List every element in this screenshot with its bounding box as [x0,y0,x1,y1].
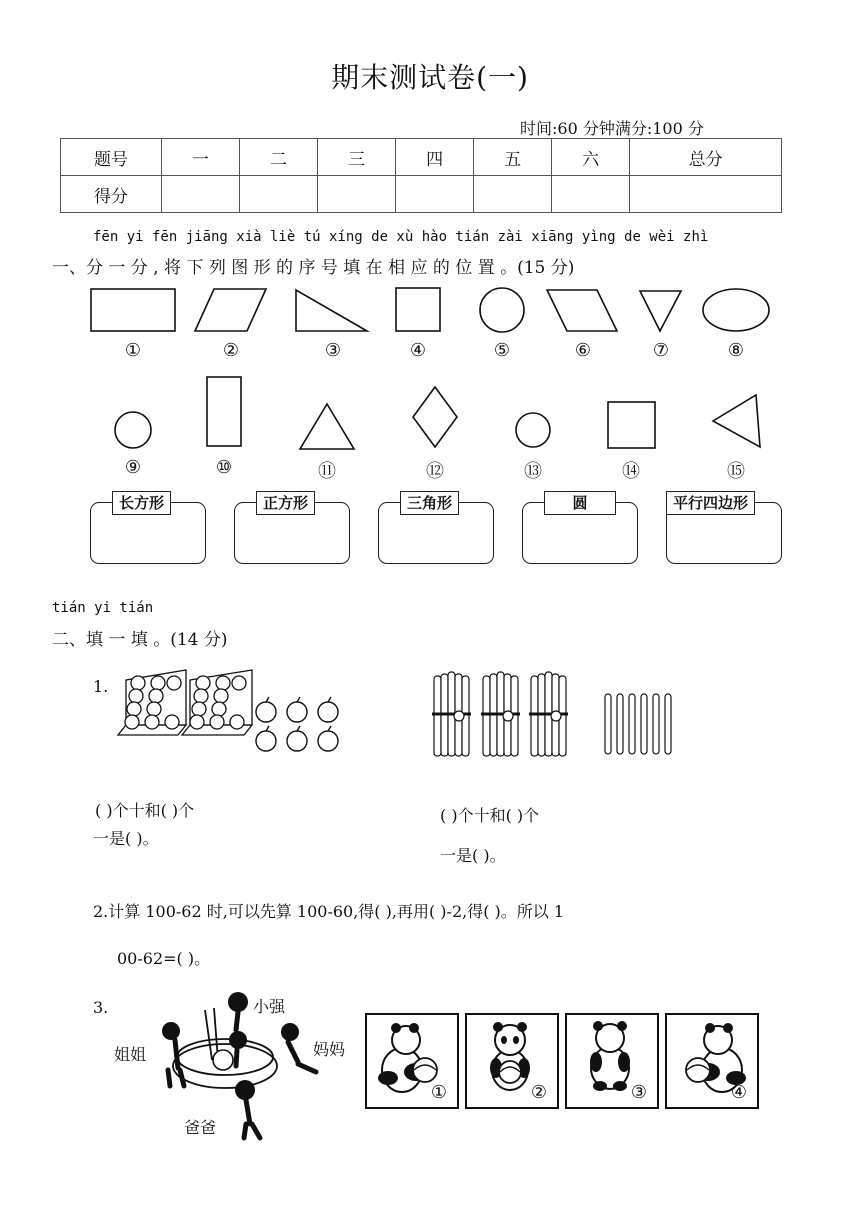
category-label-rectangle: 长方形 [112,491,171,515]
shape-number: ⑧ [727,340,745,361]
shape-number: ⑥ [574,340,592,361]
score-header-cell: 五 [474,139,552,176]
panda-icon [590,1021,630,1091]
shape-number: ⑨ [124,457,142,478]
time-info: 时间:60 分钟满分:100 分 [520,119,704,138]
section1-pinyin: fēn yi fēn jiāng xià liè tú xíng de xù hào tián zài xiāng yìng de wèi zhì [93,229,709,245]
shape-number: ② [222,340,240,361]
score-header-cell: 一 [162,139,240,176]
score-header-cell: 四 [396,139,474,176]
section1-heading: 一、分 一 分 , 将 下 列 图 形 的 序 号 填 在 相 应 的 位 置 。(15 分) [52,258,575,278]
category-label-circle: 圆 [544,491,616,515]
shape-number: ⑫ [426,461,444,482]
panda-number: ① [430,1082,448,1103]
q1-left-line2: 一是( )。 [93,829,159,848]
panda-number: ④ [730,1082,748,1103]
panda-number: ② [530,1082,548,1103]
category-label-square: 正方形 [256,491,315,515]
shape-number: ⑤ [493,340,511,361]
shape-number: ③ [324,340,342,361]
section2-heading: 二、填 一 填 。(14 分) [52,630,228,650]
shape-number: ⑦ [652,340,670,361]
score-header-cell: 总分 [630,139,782,176]
q2-line2: 00-62=( )。 [117,949,211,968]
score-header-cell: 六 [552,139,630,176]
person-label: 爸爸 [184,1118,217,1137]
shape-number: ⑮ [727,461,745,482]
score-header-cell: 题号 [61,139,162,176]
question-number: 1. [93,677,109,696]
score-header-cell: 二 [240,139,318,176]
person-label: 小强 [253,997,286,1016]
q1-right-line2: 一是( )。 [440,846,506,865]
shape-number: ⑬ [524,461,542,482]
panda-number: ③ [630,1082,648,1103]
shape-number: ④ [409,340,427,361]
question-number: 3. [93,998,109,1017]
panda-icon [490,1022,530,1090]
page-title: 期末测试卷(一) [331,61,529,94]
q1-left-line1: ( )个十和( )个 [95,801,195,820]
shape-number: ⑪ [318,461,336,482]
q1-right-line1: ( )个十和( )个 [440,806,540,825]
person-label: 妈妈 [313,1040,346,1059]
score-row-label: 得分 [61,176,162,213]
q2-line1: 2.计算 100-62 时,可以先算 100-60,得( ),再用( )-2,得( )。所以 1 [93,902,565,921]
section2-pinyin: tián yi tián [52,600,154,616]
person-label: 姐姐 [114,1045,147,1064]
shape-number: ⑭ [622,461,640,482]
category-label-triangle: 三角形 [400,491,459,515]
score-header-cell: 三 [318,139,396,176]
shape-number: ⑩ [215,457,233,478]
category-label-parallelogram: 平行四边形 [666,491,755,515]
shape-number: ① [124,340,142,361]
